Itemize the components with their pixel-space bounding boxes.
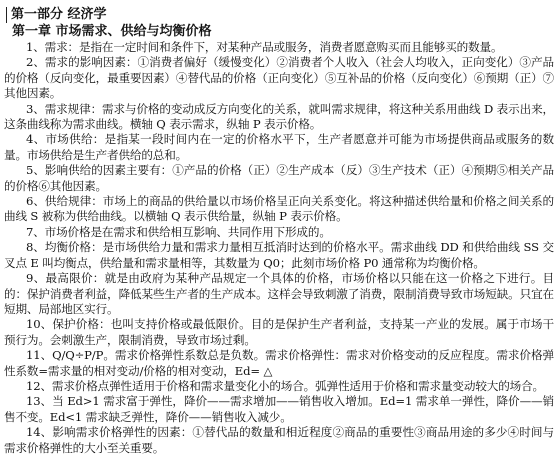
part-title: 第一部分 经济学: [6, 7, 107, 23]
paragraph-8: 8、均衡价格：是市场供给力量和需求力量相互抵消时达到的价格水平。需求曲线 DD 和供给曲线 SS 交叉点 E 叫均衡点，供给量和需求量相等，其数量为 Q0；此刻市场价格 P0 通常称为均衡价格。: [4, 240, 554, 270]
paragraph-6: 6、供给规律：市场上的商品的供给量以市场价格呈正向关系变化。将这种描述供给量和价格之间关系的曲线 S 被称为供给曲线。以横轴 Q 表示供给量，纵轴 P 表示价格。: [4, 194, 554, 224]
paragraph-4: 4、市场供给：是指某一段时间内在一定的价格水平下，生产者愿意并可能为市场提供商品或服务的数量。市场供给是生产者供给的总和。: [4, 132, 554, 162]
paragraph-10: 10、保护价格：也叫支持价格或最低限价。目的是保护生产者利益，支持某一产业的发展。属于市场干预行为。会刺激生产，限制消费，导致市场过剩。: [4, 317, 554, 347]
paragraph-2: 2、需求的影响因素：①消费者偏好（缓慢变化）②消费者个人收入（社会人均收入，正向变化）③产品的价格（反向变化，最重要因素）④替代品的价格（正向变化）⑤互补品的价格（反向变化）⑥预期（正）⑦其他因素。: [4, 55, 554, 101]
paragraph-13: 13、当 Ed>1 需求富于弹性，降价——需求增加——销售收入增加。Ed=1 需求单一弹性，降价——销售不变。Ed<1 需求缺乏弹性，降价——销售收入减少。: [4, 394, 554, 424]
paragraph-12: 12、需求价格点弹性适用于价格和需求量变化小的场合。弧弹性适用于价格和需求量变动较大的场合。: [26, 378, 544, 393]
paragraph-11: 11、Q/Q÷P/P。需求价格弹性系数总是负数。需求价格弹性：需求对价格变动的反应程度。需求价格弹性系数=需求量的相对变动/价格的相对变动，Ed= △: [4, 348, 554, 378]
paragraph-14: 14、影响需求价格弹性的因素：①替代品的数量和相近程度②商品的重要性③商品用途的多少④时间与需求价格弹性的大小至关重要。: [4, 425, 554, 455]
paragraph-9: 9、最高限价：就是由政府为某种产品规定一个具体的价格，市场价格以只能在这一价格之下进行。目的：保护消费者利益，降低某些生产者的生产成本。这样会导致刺激了消费，限制消费导致市场短缺。只宜在短期、局部地区实行。: [4, 271, 554, 316]
paragraph-1: 1、需求：是指在一定时间和条件下，对某种产品或服务，消费者愿意购买而且能够买的数量。: [26, 40, 503, 54]
paragraph-3: 3、需求规律：需求与价格的变动成反方向变化的关系，就叫需求规律，将这种关系用曲线 D 表示出来，这条曲线称为需求曲线。横轴 Q 表示需求，纵轴 P 表示价格。: [4, 101, 554, 132]
chapter-title: 第一章 市场需求、供给与均衡价格: [12, 24, 212, 39]
paragraph-5: 5、影响供给的因素主要有：①产品的价格（正）②生产成本（反）③生产技术（正）④预期⑤相关产品的价格⑥其他因素。: [4, 163, 554, 193]
paragraph-7: 7、市场价格是在需求和供给相互影响、共同作用下形成的。: [26, 224, 331, 239]
